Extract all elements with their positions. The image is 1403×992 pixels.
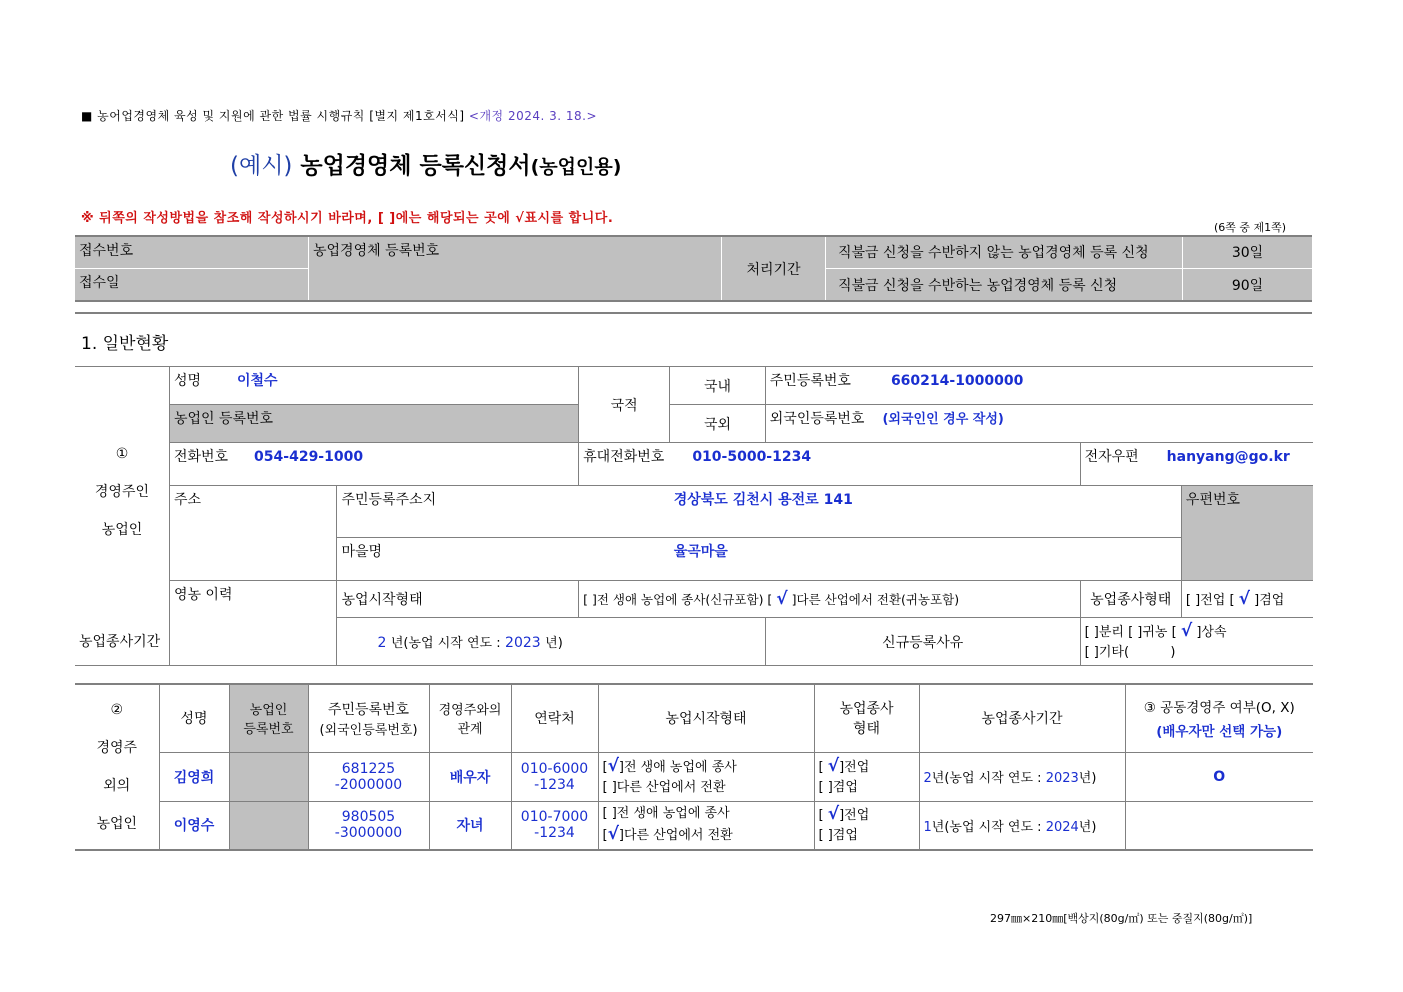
member-resident xyxy=(308,801,429,850)
reason-line1a: [ ]분리 [ ]귀농 [ xyxy=(1084,624,1177,640)
member-engage xyxy=(814,752,919,801)
h-relation1: 경영주와의 xyxy=(438,703,502,719)
engage-type-options xyxy=(1181,581,1313,618)
h-period: 농업종사기간 xyxy=(919,684,1125,752)
h-joint-text: ③ 공동경영주 여부(O, X) xyxy=(1143,700,1295,717)
period-num: 2 xyxy=(377,635,387,651)
foreign-no-label: 외국인등록번호 xyxy=(769,411,865,427)
row1-days: 30일 xyxy=(1183,236,1313,268)
others-table xyxy=(75,683,1313,851)
period-end: 년) xyxy=(545,636,563,651)
reason-line1b: ]상속 xyxy=(1196,624,1227,640)
contact2: -1234 xyxy=(534,825,575,842)
engage-type-label: 농업종사형태 xyxy=(1080,581,1181,618)
phone-cell xyxy=(169,443,578,486)
period-end: 년) xyxy=(1078,771,1097,786)
village: 율곡마을 xyxy=(670,538,1182,581)
res1: 681225 xyxy=(341,760,396,777)
member-start xyxy=(598,801,814,850)
start2: [ ]다른 산업에서 전환 xyxy=(602,779,726,795)
others-side-label xyxy=(75,684,159,850)
instruction-notice: ※ 뒤쪽의 작성방법을 참조해 작성하시기 바라며, [ ]에는 해당되는 곳에 √표시를 합니다. xyxy=(81,211,614,226)
h-resident xyxy=(308,684,429,752)
check-mark-icon: √ xyxy=(827,804,840,825)
check-mark-icon: √ xyxy=(776,589,788,609)
farmer-reg-label: 농업인 등록번호 xyxy=(169,405,578,443)
mobile-label: 휴대전화번호 xyxy=(583,449,665,465)
receipt-number-label: 접수번호 xyxy=(75,236,309,268)
member-name: 김영희 xyxy=(159,752,229,801)
engage2: [ ]겸업 xyxy=(818,779,858,795)
amendment-date: <개정 2024. 3. 18.> xyxy=(468,109,598,123)
h-engage1: 농업종사 xyxy=(839,701,894,718)
phone-label: 전화번호 xyxy=(173,449,229,465)
receipt-date-label: 접수일 xyxy=(75,268,309,301)
period-value xyxy=(337,618,765,666)
period-mid: 년(농업 시작 연도 : xyxy=(931,771,1042,786)
page-title xyxy=(0,147,1403,180)
new-reason-label: 신규등록사유 xyxy=(765,618,1080,666)
email-label: 전자우편 xyxy=(1084,449,1139,465)
table-row xyxy=(75,801,1313,850)
h-engage2: 형태 xyxy=(852,721,881,738)
addr-resident-label: 주민등록주소지 xyxy=(337,486,670,538)
paper-spec: 297㎜×210㎜[백상지(80g/㎡) 또는 중질지(80g/㎡)] xyxy=(990,912,1253,925)
engage1-pre: [ xyxy=(818,808,824,824)
name-cell xyxy=(169,367,578,405)
member-name: 이영수 xyxy=(159,801,229,850)
member-farmer-reg xyxy=(229,752,308,801)
title-sub: (농업인용) xyxy=(530,156,622,178)
foreign-note: (외국인인 경우 작성) xyxy=(882,412,1004,427)
others-side-l1: 경영주 xyxy=(96,740,138,756)
table-row xyxy=(75,752,1313,801)
member-joint: O xyxy=(1125,752,1313,801)
h-name: 성명 xyxy=(159,684,229,752)
member-start xyxy=(598,752,814,801)
res2: -3000000 xyxy=(334,825,403,842)
check-mark-icon: √ xyxy=(607,824,619,845)
member-period xyxy=(919,801,1125,850)
foreign-no-cell xyxy=(765,405,1313,443)
village-label: 마을명 xyxy=(337,538,670,581)
check-mark-icon: √ xyxy=(1180,620,1193,641)
h-start: 농업시작형태 xyxy=(598,684,814,752)
check-mark-icon: √ xyxy=(607,755,619,776)
addr-resident: 경상북도 김천시 용전로 141 xyxy=(670,486,1182,538)
law-text: ■ 농어업경영체 육성 및 지원에 관한 법률 시행규칙 [별지 제1호서식] xyxy=(81,109,465,123)
h-relation xyxy=(429,684,511,752)
h-relation2: 관계 xyxy=(457,722,483,738)
phone: 054-429-1000 xyxy=(254,449,364,465)
reason-line2: [ ]기타( ) xyxy=(1084,644,1176,660)
email: hanyang@go.kr xyxy=(1166,449,1290,465)
owner-num: ① xyxy=(115,446,129,463)
foreign-label: 국외 xyxy=(670,405,766,443)
h-resident1: 주민등록번호 xyxy=(327,701,410,718)
others-side-l3: 농업인 xyxy=(96,816,138,832)
res1: 980505 xyxy=(341,809,396,826)
owner-side-label xyxy=(75,367,169,618)
h-farmer-reg: 농업인 등록번호 xyxy=(229,684,308,752)
start-opt1: [ ]전 생애 농업에 종사(신규포함) [ xyxy=(583,592,773,607)
contact1: 010-7000 xyxy=(520,809,589,826)
member-period xyxy=(919,752,1125,801)
engage-opt1: [ ]전업 [ xyxy=(1185,593,1235,608)
start-opt2: ]다른 산업에서 전환(귀농포함) xyxy=(791,592,960,607)
start1-post: ]전 생애 농업에 종사 xyxy=(618,759,737,775)
h-joint-note: (배우자만 선택 가능) xyxy=(1156,724,1283,741)
engage1-post: ]전업 xyxy=(839,808,870,824)
start2-pre: [ xyxy=(602,828,608,844)
title-main: 농업경영체 등록신청서 xyxy=(300,153,531,179)
contact1: 010-6000 xyxy=(520,760,589,777)
h-joint xyxy=(1125,684,1313,752)
start1-pre: [ xyxy=(602,759,608,775)
h-contact: 연락처 xyxy=(511,684,598,752)
registration-number-label: 농업경영체 등록번호 xyxy=(309,236,722,301)
member-relation: 자녀 xyxy=(429,801,511,850)
engage-opt2: ]겸업 xyxy=(1254,593,1285,608)
receipt-table xyxy=(75,235,1312,301)
start-type-options xyxy=(579,581,1080,618)
period-mid: 년(농업 시작 연도 : xyxy=(390,636,501,651)
mobile: 010-5000-1234 xyxy=(692,449,812,465)
email-cell xyxy=(1080,443,1313,486)
check-mark-icon: √ xyxy=(1238,589,1251,609)
member-contact xyxy=(511,752,598,801)
others-side-l2: 외의 xyxy=(103,778,131,794)
name-label: 성명 xyxy=(173,373,201,389)
period-year: 2024 xyxy=(1045,819,1079,835)
h-engage xyxy=(814,684,919,752)
resident-no-cell xyxy=(765,367,1313,405)
row2-label: 직불금 신청을 수반하는 농업경영체 등록 신청 xyxy=(826,268,1183,301)
nationality-label: 국적 xyxy=(579,367,670,443)
mobile-cell xyxy=(579,443,1080,486)
check-mark-icon: √ xyxy=(827,755,840,776)
member-relation: 배우자 xyxy=(429,752,511,801)
owner-table xyxy=(75,366,1313,666)
period-label: 농업종사기간 xyxy=(75,618,169,666)
start-type-label: 농업시작형태 xyxy=(337,581,579,618)
period-num: 2 xyxy=(923,771,932,786)
row2-days: 90일 xyxy=(1183,268,1313,301)
law-reference xyxy=(81,107,597,124)
h-resident2: (외국인등록번호) xyxy=(319,722,418,738)
owner-side-l1: 경영주인 xyxy=(94,484,150,501)
engage1-post: ]전업 xyxy=(839,759,870,775)
period-year: 2023 xyxy=(1045,771,1079,786)
owner-side-l2: 농업인 xyxy=(101,522,143,539)
title-prefix: (예시) xyxy=(230,153,293,179)
member-engage xyxy=(814,801,919,850)
start2-post: ]다른 산업에서 전환 xyxy=(618,828,733,844)
section-title: 1. 일반현황 xyxy=(81,334,169,354)
history-label: 영농 이력 xyxy=(169,581,337,666)
period-num: 1 xyxy=(923,819,932,835)
others-num: ② xyxy=(110,702,124,718)
member-resident xyxy=(308,752,429,801)
owner-name: 이철수 xyxy=(237,373,278,389)
member-contact xyxy=(511,801,598,850)
start1: [ ]전 생애 농업에 종사 xyxy=(602,806,730,822)
period-end: 년) xyxy=(1078,819,1097,835)
res2: -2000000 xyxy=(334,776,403,793)
resident-no-label: 주민등록번호 xyxy=(769,373,851,389)
row1-label: 직불금 신청을 수반하지 않는 농업경영체 등록 신청 xyxy=(826,236,1183,268)
contact2: -1234 xyxy=(534,776,575,793)
engage1-pre: [ xyxy=(818,759,824,775)
member-farmer-reg xyxy=(229,801,308,850)
domestic-label: 국내 xyxy=(670,367,766,405)
engage2: [ ]겸업 xyxy=(818,828,858,844)
address-label: 주소 xyxy=(169,486,337,581)
period-mid: 년(농업 시작 연도 : xyxy=(931,819,1042,835)
zip-label: 우편번호 xyxy=(1181,486,1313,581)
page-count: (6쪽 중 제1쪽) xyxy=(1214,221,1287,234)
member-joint xyxy=(1125,801,1313,850)
new-reason-options xyxy=(1080,618,1313,666)
resident-no: 660214-1000000 xyxy=(890,373,1024,389)
period-year: 2023 xyxy=(505,635,541,651)
processing-period-label: 처리기간 xyxy=(722,236,826,301)
